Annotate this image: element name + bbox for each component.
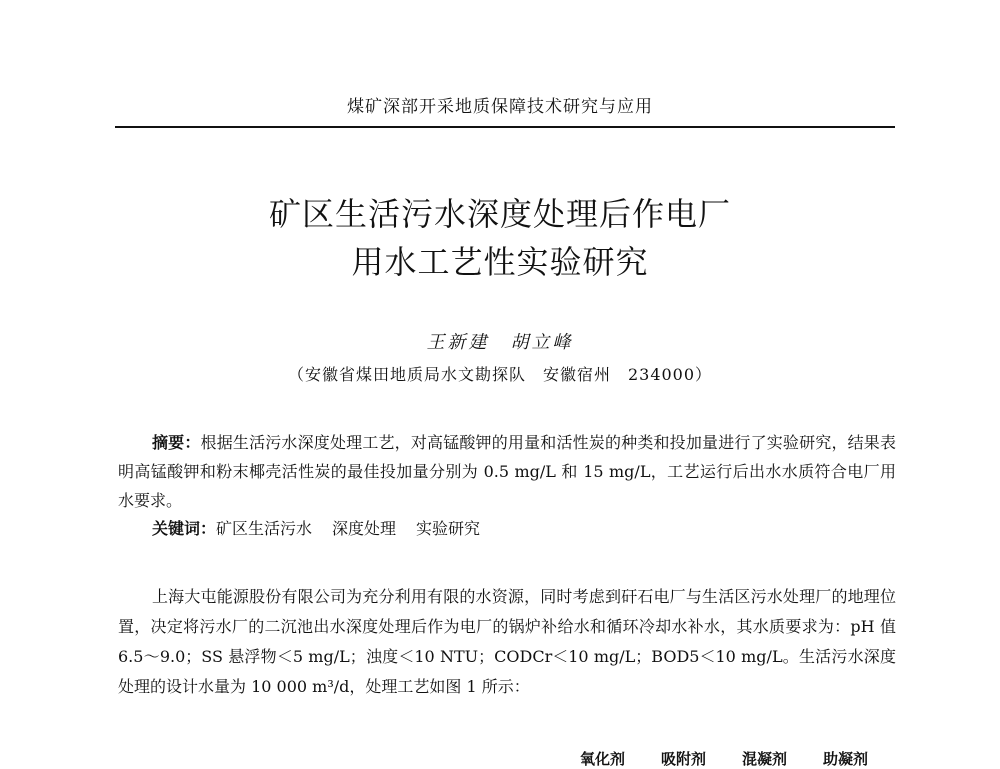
title-line-2: 用水工艺性实验研究 — [351, 243, 649, 281]
abstract-text: 根据生活污水深度处理工艺，对高锰酸钾的用量和活性炭的种类和投加量进行了实验研究，结果表明高锰酸钾和粉末椰壳活性炭的最佳投加量分别为 0.5 mg/L 和 15 mg/L，工艺运行后出水水质符合电厂用水要求。 — [118, 433, 896, 510]
figure-label: 混凝剂 — [742, 750, 788, 768]
body-paragraph: 上海大屯能源股份有限公司为充分利用有限的水资源，同时考虑到矸石电厂与生活区污水处理厂的地理位置，决定将污水厂的二沉池出水深度处理后作为电厂的锅炉补给水和循环冷却水补水，其水质要求为：pH 值 6.5～9.0；SS 悬浮物＜5 mg/L；浊度＜10 NTU；CODCr＜10 mg/L；BOD5＜10 mg/L。生活污水深度处理的设计水量为 10 000 m³/d，处理工艺如图 1 所示： — [118, 587, 896, 696]
title-line-1: 矿区生活污水深度处理后作电厂 — [268, 195, 731, 233]
affiliation: （安徽省煤田地质局水文勘探队 安徽宿州 234000） — [287, 365, 713, 384]
body-text — [118, 582, 896, 702]
figure-label: 氧化剂 — [580, 750, 626, 768]
figure-label: 吸附剂 — [661, 750, 707, 768]
figure-label: 助凝剂 — [823, 750, 869, 768]
abstract-label: 摘要： — [152, 433, 201, 452]
keywords — [152, 516, 500, 539]
keyword-item: 实验研究 — [416, 519, 481, 538]
keyword-item: 深度处理 — [332, 519, 397, 538]
authors: 王新建 胡立峰 — [426, 332, 574, 353]
figure-label-row — [580, 748, 904, 769]
header-rule — [115, 126, 895, 128]
abstract — [118, 428, 896, 515]
running-head: 煤矿深部开采地质保障技术研究与应用 — [347, 97, 653, 117]
keyword-item: 矿区生活污水 — [216, 519, 313, 538]
paper-title — [0, 190, 1000, 286]
keywords-label: 关键词： — [152, 519, 217, 538]
